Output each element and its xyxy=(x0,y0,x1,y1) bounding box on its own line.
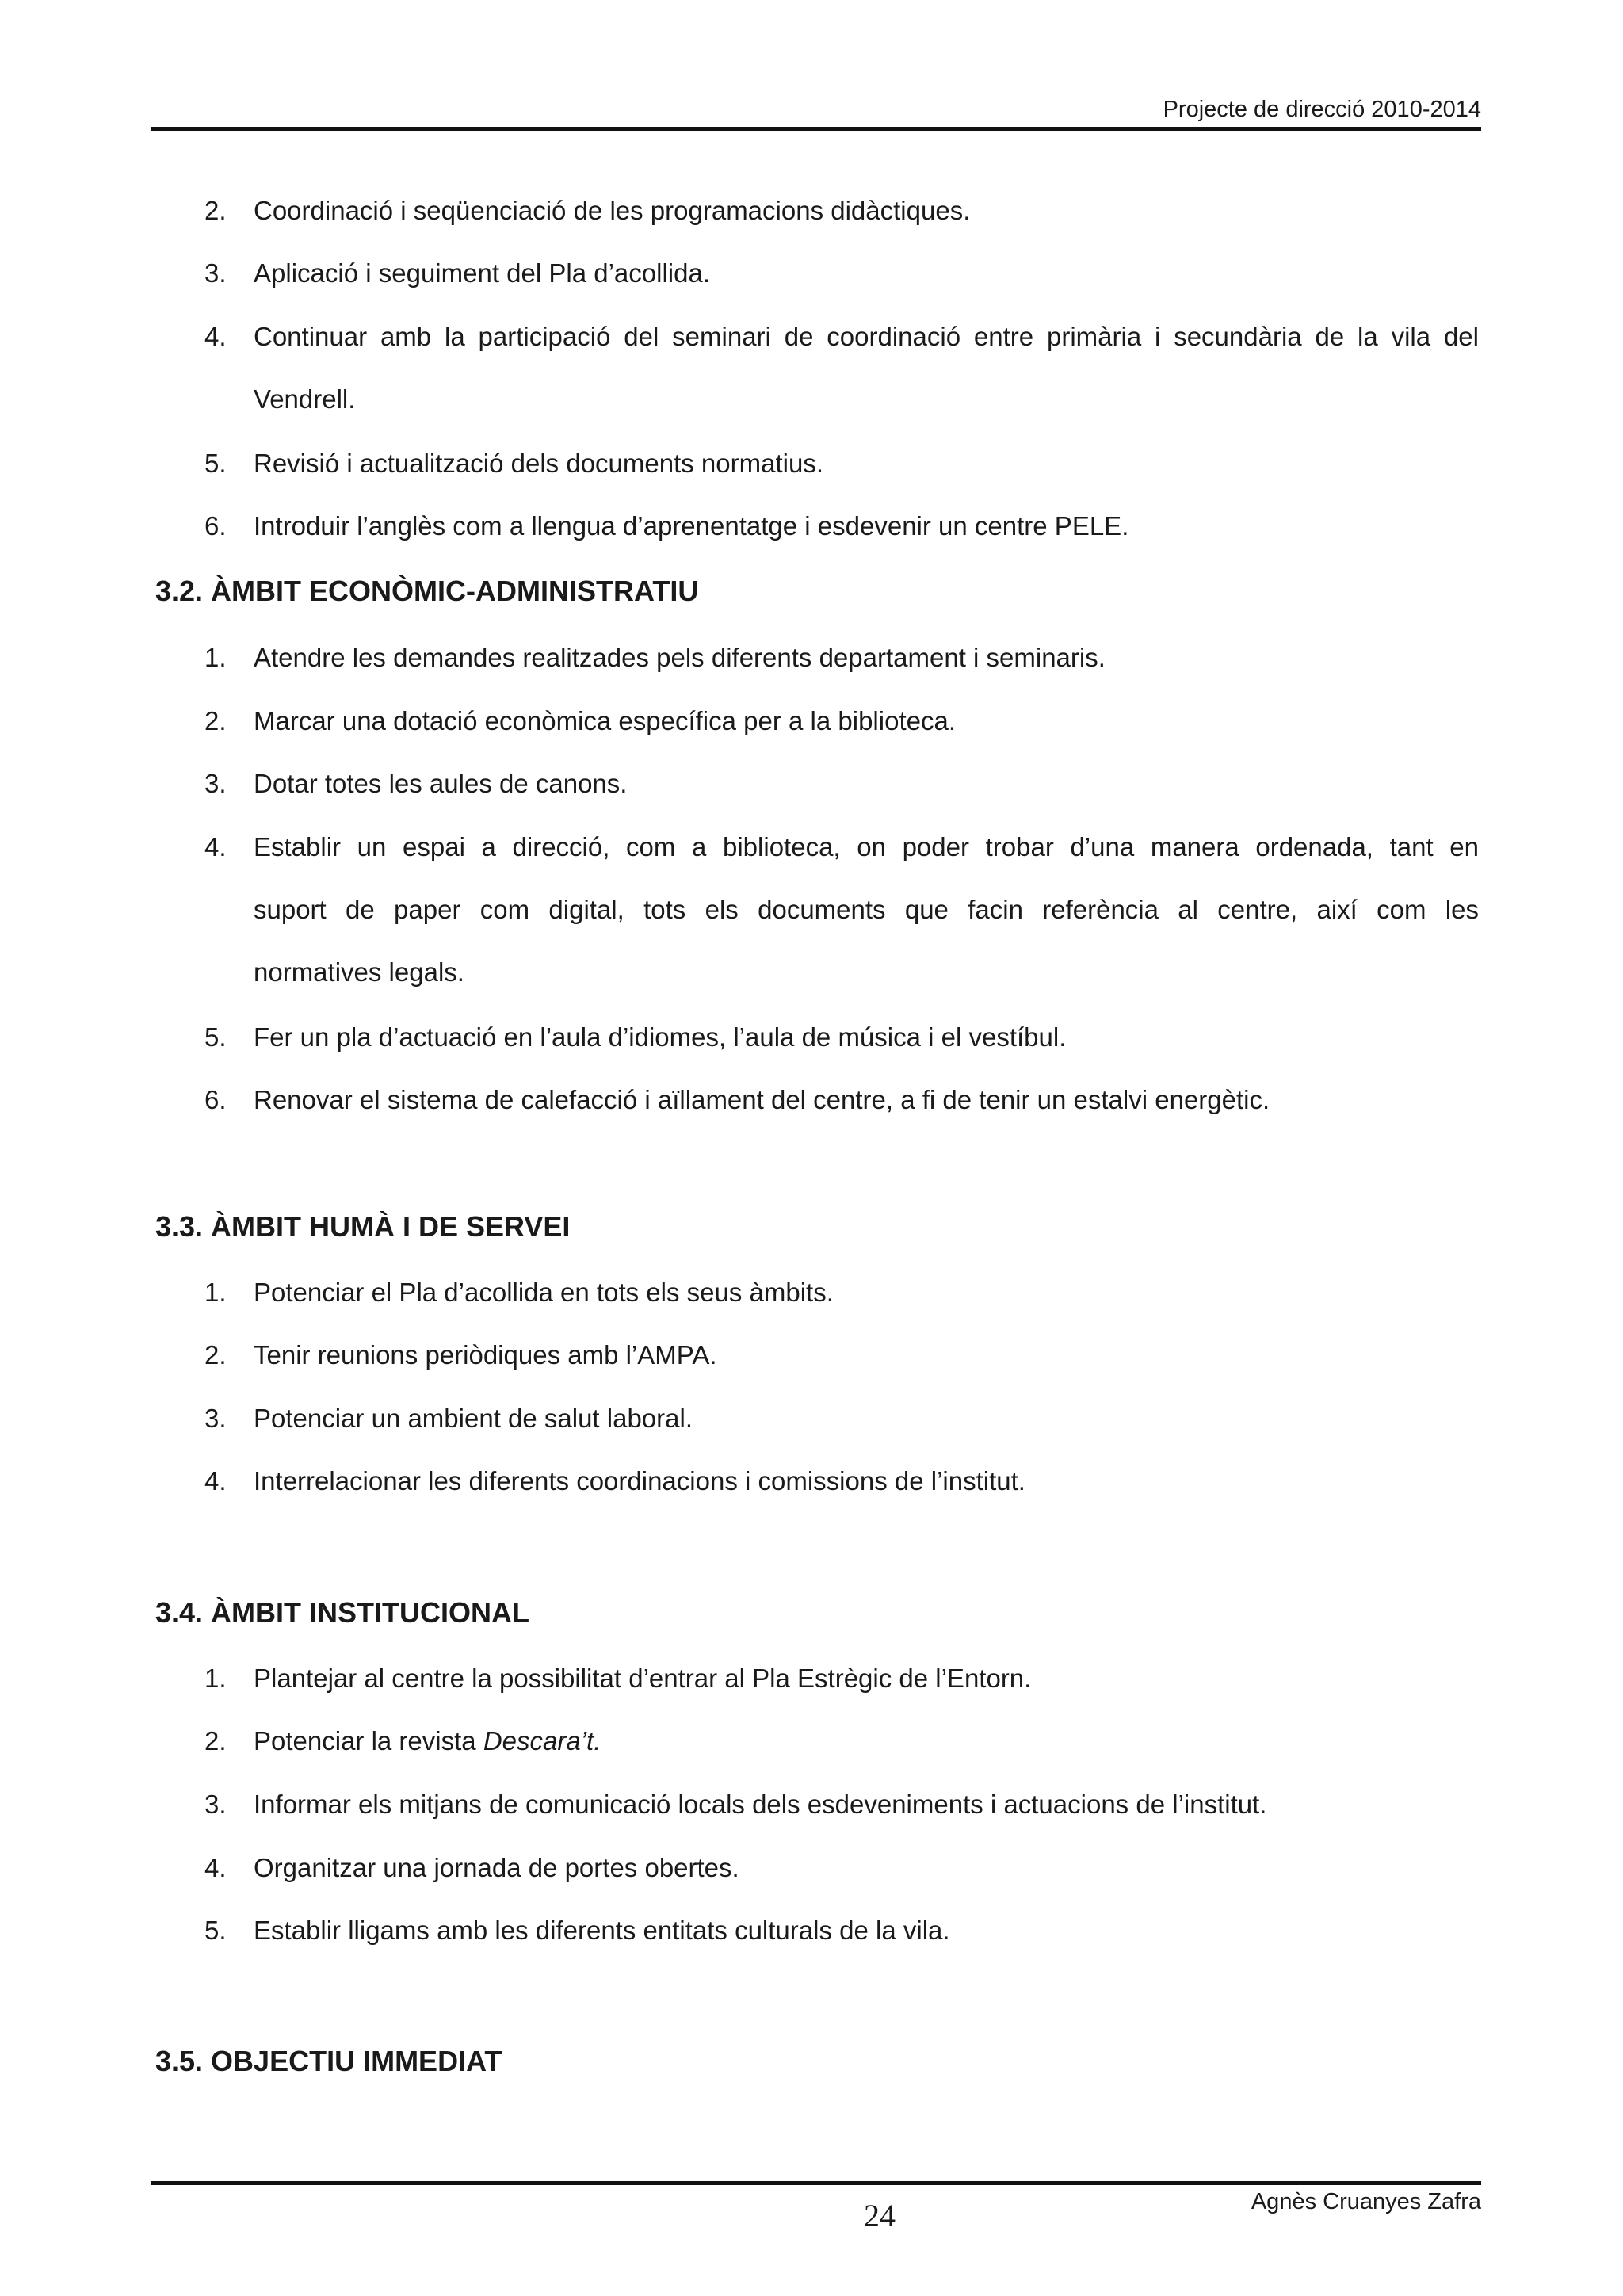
list-item-number: 1. xyxy=(204,1664,227,1693)
list-item-text: Aplicació i seguiment del Pla d’acollida. xyxy=(254,258,710,288)
list-item-number: 2. xyxy=(204,706,227,735)
list-item-line: Vendrell. xyxy=(254,384,356,414)
footer-divider xyxy=(151,2181,1481,2185)
list-item xyxy=(151,305,1479,430)
list-item xyxy=(151,1647,1479,1710)
list-item-text: Organitzar una jornada de portes obertes. xyxy=(254,1853,739,1882)
list-item xyxy=(151,1324,1479,1386)
section-heading: 3.4. ÀMBIT INSTITUCIONAL xyxy=(155,1596,530,1629)
list-item xyxy=(151,1836,1479,1899)
list-item-text: Dotar totes les aules de canons. xyxy=(254,769,628,798)
list-item-line: suport de paper com digital, tots els documents que facin referència al centre, així com les xyxy=(254,895,1479,924)
list-item-text: Tenir reunions periòdiques amb l’AMPA. xyxy=(254,1340,717,1370)
list-item xyxy=(151,179,1479,242)
list-item-number: 6. xyxy=(204,1085,227,1114)
list-item xyxy=(151,1261,1479,1324)
list-item-text: Fer un pla d’actuació en l’aula d’idiomes, l’aula de música i el vestíbul. xyxy=(254,1022,1067,1052)
list-item-number: 5. xyxy=(204,449,227,478)
list-item-number: 5. xyxy=(204,1916,227,1945)
list-item xyxy=(151,1006,1479,1068)
list-item-line: Establir un espai a direcció, com a biblioteca, on poder trobar d’una manera ordenada, tant en xyxy=(254,832,1479,861)
list-item-number: 6. xyxy=(204,511,227,541)
list-item-text: Marcar una dotació econòmica específica per a la biblioteca. xyxy=(254,706,956,735)
list-item-text: Establir lligams amb les diferents entitats culturals de la vila. xyxy=(254,1916,950,1945)
list-item-number: 4. xyxy=(204,1853,227,1882)
list-item-number: 3. xyxy=(204,258,227,288)
list-item-text: Potenciar un ambient de salut laboral. xyxy=(254,1404,693,1433)
section-heading: 3.2. ÀMBIT ECONÒMIC-ADMINISTRATIU xyxy=(155,575,699,607)
list-item-text xyxy=(254,1710,1479,1772)
list-item-text: Atendre les demandes realitzades pels diferents departament i seminaris. xyxy=(254,643,1106,672)
list-item-number: 4. xyxy=(204,1466,227,1496)
list-item xyxy=(151,690,1479,752)
list-item xyxy=(151,1710,1479,1772)
list-item xyxy=(151,1773,1479,1836)
header-divider xyxy=(151,127,1481,131)
list-item-number: 4. xyxy=(204,322,227,351)
list-item-text: Revisió i actualització dels documents normatius. xyxy=(254,449,823,478)
list-item xyxy=(151,1899,1479,1962)
list-item-text: Interrelacionar les diferents coordinacions i comissions de l’institut. xyxy=(254,1466,1025,1496)
list-item-number: 1. xyxy=(204,643,227,672)
list-item-text xyxy=(254,305,1479,430)
list-item-line: normatives legals. xyxy=(254,957,464,987)
list-item-number: 2. xyxy=(204,196,227,225)
list-item xyxy=(151,626,1479,689)
list-item-line: Continuar amb la participació del seminari de coordinació entre primària i secundària de la vila del xyxy=(254,322,1479,351)
list-item-number: 4. xyxy=(204,832,227,861)
list-item-number: 5. xyxy=(204,1022,227,1052)
list-item xyxy=(151,1387,1479,1450)
list-item xyxy=(151,242,1479,304)
publication-title: Descara’t. xyxy=(483,1726,601,1755)
list-item xyxy=(151,1068,1479,1131)
page-number: 24 xyxy=(864,2198,896,2233)
section-heading: 3.3. ÀMBIT HUMÀ I DE SERVEI xyxy=(155,1210,571,1243)
list-item xyxy=(151,432,1479,495)
page-header-title: Projecte de direcció 2010-2014 xyxy=(1163,97,1481,122)
footer-author: Agnès Cruanyes Zafra xyxy=(1251,2189,1481,2214)
list-item xyxy=(151,495,1479,557)
list-item-text xyxy=(254,816,1479,1003)
list-item-number: 2. xyxy=(204,1726,227,1755)
list-item-number: 3. xyxy=(204,1790,227,1819)
list-item-text: Coordinació i seqüenciació de les programacions didàctiques. xyxy=(254,196,971,225)
list-item-number: 2. xyxy=(204,1340,227,1370)
list-item-number: 1. xyxy=(204,1278,227,1307)
list-item-number: 3. xyxy=(204,769,227,798)
list-item-text: Renovar el sistema de calefacció i aïllament del centre, a fi de tenir un estalvi energètic. xyxy=(254,1085,1270,1114)
list-item-text: Introduir l’anglès com a llengua d’aprenentatge i esdevenir un centre PELE. xyxy=(254,511,1129,541)
list-item-text: Informar els mitjans de comunicació locals dels esdeveniments i actuacions de l’institut. xyxy=(254,1790,1267,1819)
list-item-text-plain: Potenciar la revista xyxy=(254,1726,483,1755)
list-item xyxy=(151,816,1479,1003)
list-item xyxy=(151,1450,1479,1512)
section-heading: 3.5. OBJECTIU IMMEDIAT xyxy=(155,2045,502,2077)
list-item-text: Plantejar al centre la possibilitat d’entrar al Pla Estrègic de l’Entorn. xyxy=(254,1664,1032,1693)
list-item xyxy=(151,752,1479,815)
list-item-text: Potenciar el Pla d’acollida en tots els seus àmbits. xyxy=(254,1278,834,1307)
list-item-number: 3. xyxy=(204,1404,227,1433)
